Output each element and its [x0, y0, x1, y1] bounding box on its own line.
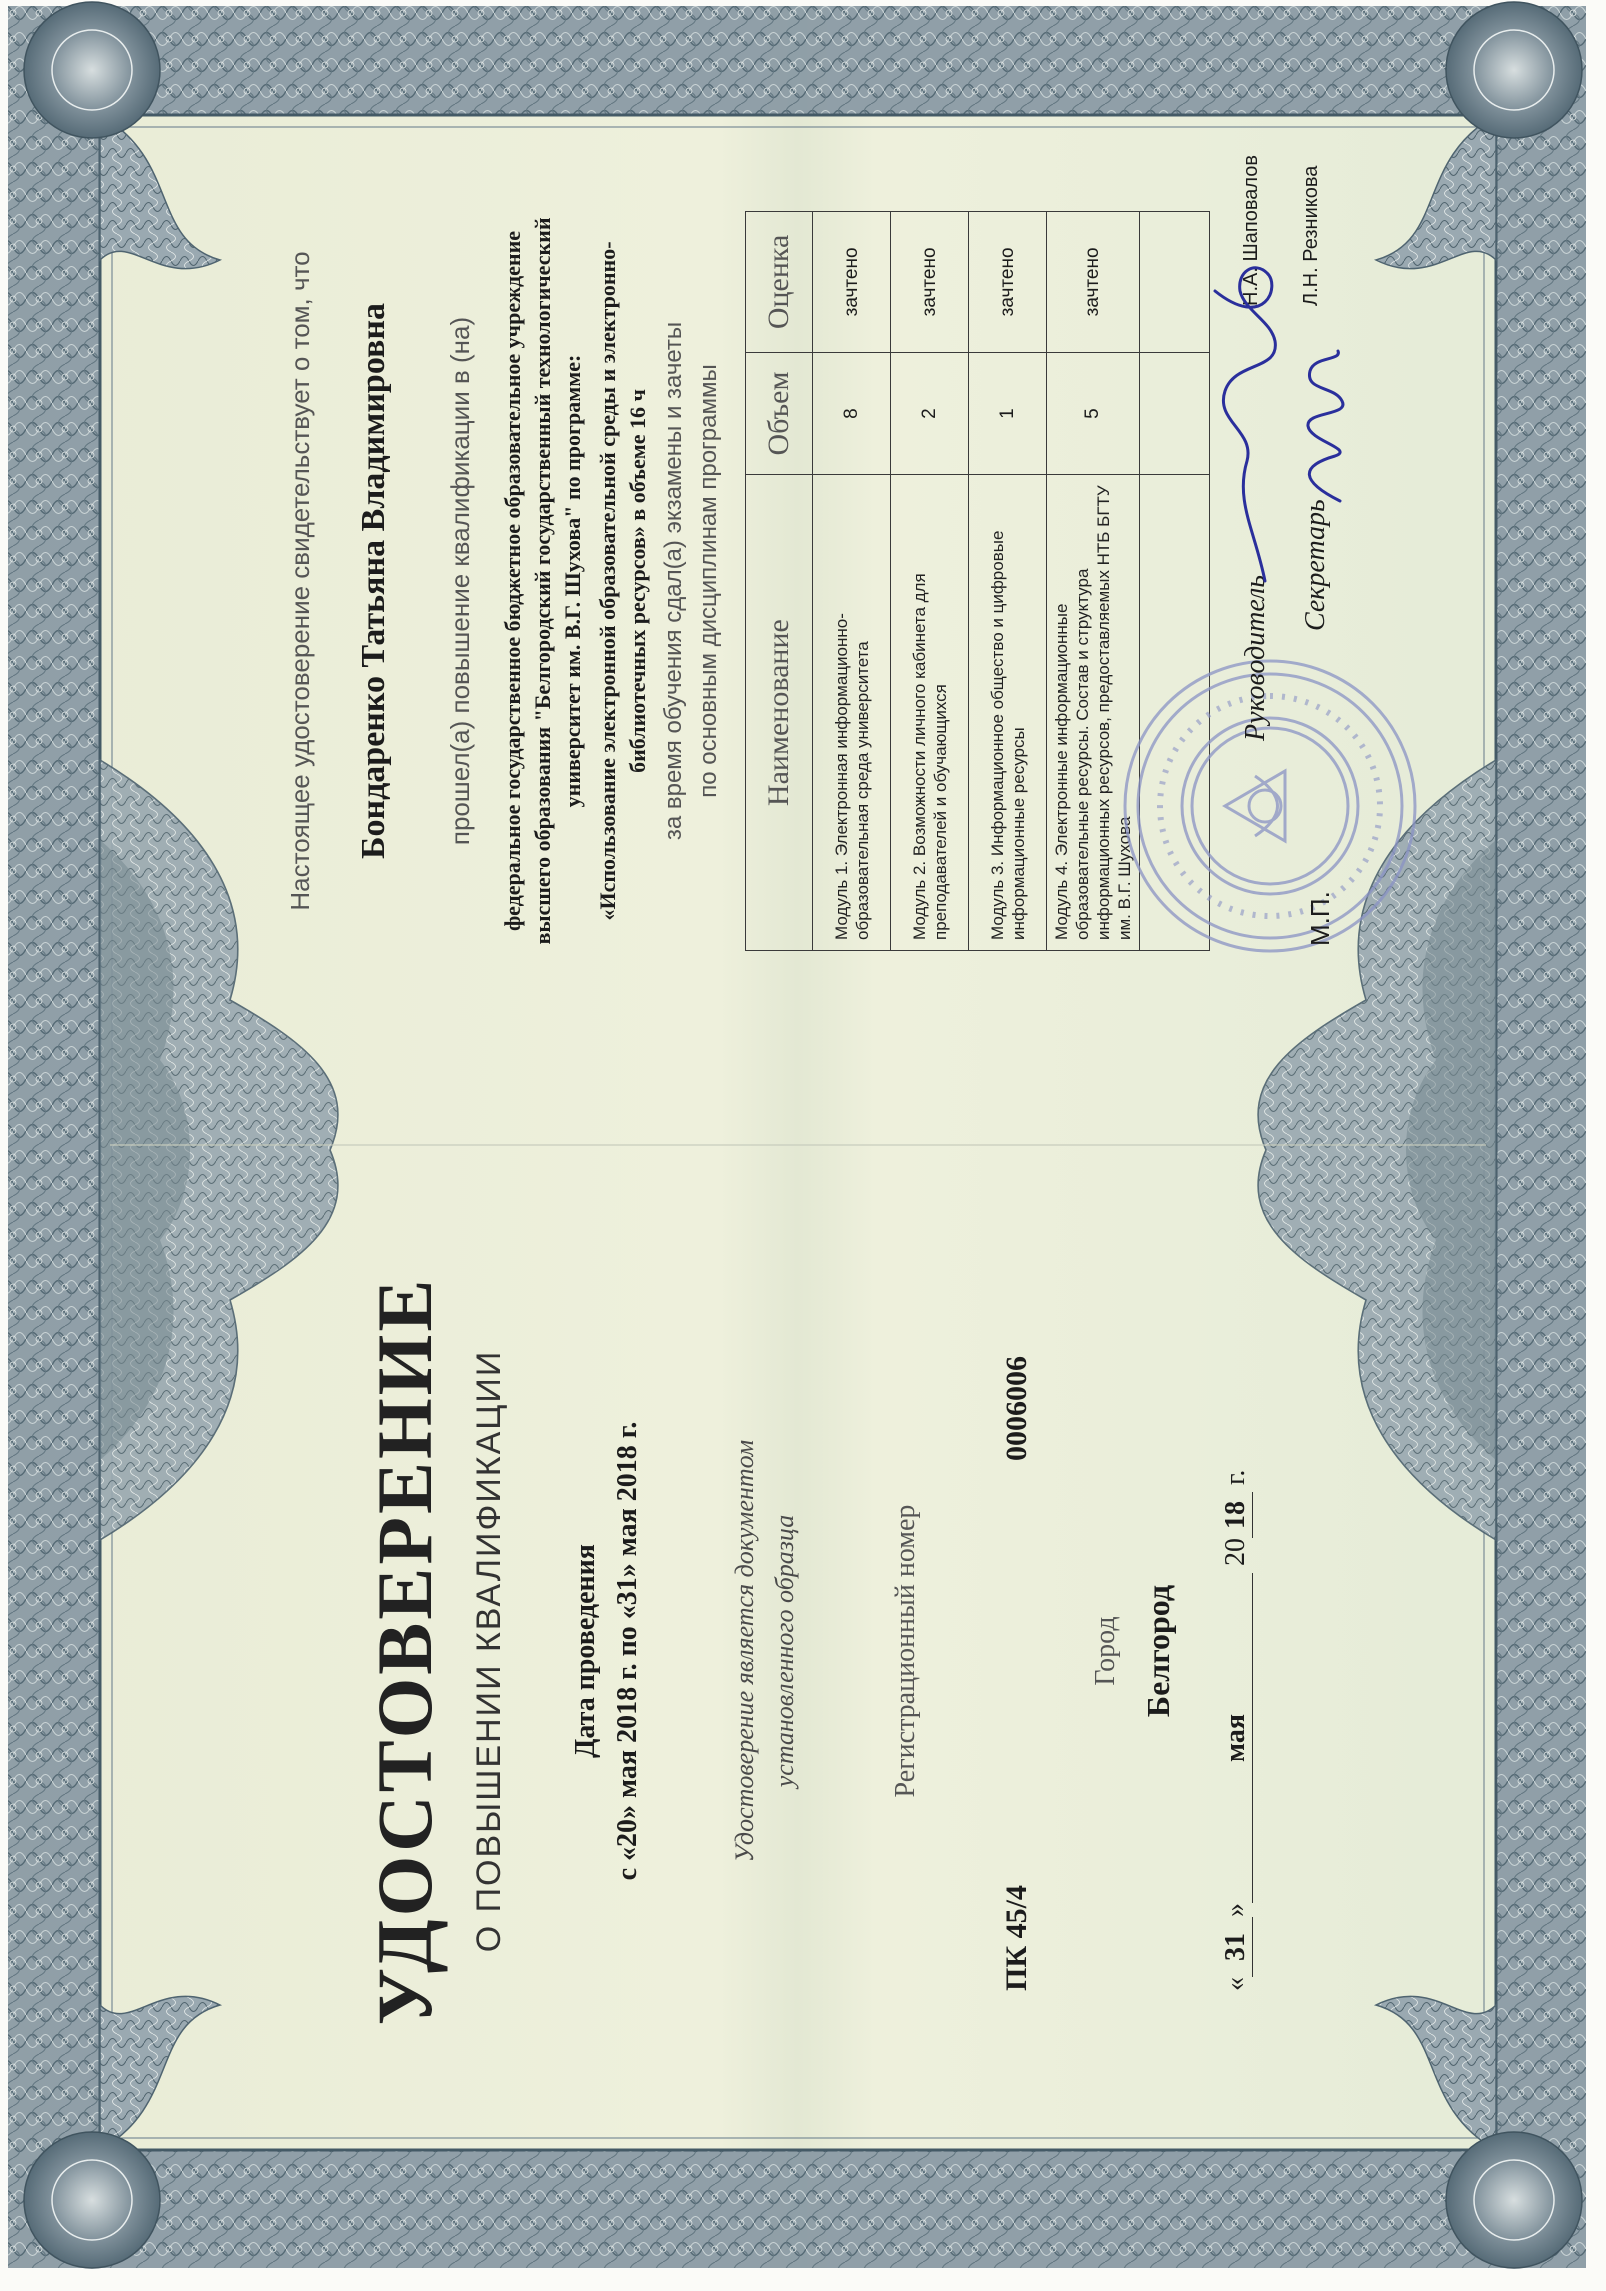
table-row — [813, 212, 891, 951]
row-name: Модуль 2. Возможности личного кабинета для преподавателей и обучающихся — [891, 475, 969, 951]
row-grade: зачтено — [891, 212, 969, 353]
city-label: Город — [1090, 1616, 1121, 1686]
institution-line-2: высшего образования "Белгородский государственный технологический — [530, 217, 555, 945]
doc-note-line-1: Удостоверение является документом — [730, 1439, 759, 1863]
issue-open-quote: « — [1220, 1977, 1251, 1991]
header-volume: Объем — [746, 352, 813, 474]
reg-series: ПК 45/4 — [1000, 1885, 1033, 1991]
date-label: Дата проведения — [570, 1544, 601, 1758]
header-name: Наименование — [746, 475, 813, 951]
issue-year-suffix: 18 — [1220, 1492, 1253, 1538]
row-name: Модуль 3. Информационное общество и цифровые информационные ресурсы — [969, 475, 1047, 951]
row-volume: 8 — [813, 352, 891, 474]
institution-line-1: федеральное государственное бюджетное образовательное учреждение — [500, 230, 525, 932]
city-value: Белгород — [1140, 1584, 1176, 1718]
reg-number-label: Регистрационный номер — [890, 1504, 921, 1798]
issue-date — [1220, 1470, 1253, 1991]
document-title: УДОСТОВЕРЕНИЕ — [361, 1276, 448, 2026]
stamp-label: М.П. — [1305, 891, 1335, 946]
doc-note-line-2: установленного образца — [770, 1514, 799, 1788]
issue-day: 31 — [1220, 1917, 1253, 1977]
row-name: Модуль 4. Электронные информационные образовательные ресурсы. Состав и структура информационных ресурсов, предоставляемых НТБ БГТУ им. В.Г. Шухова — [1047, 475, 1140, 951]
exams-line-1: за время обучения сдал(а) экзамены и зачеты — [660, 321, 687, 841]
program-line-1: «Использование электронной образовательной среды и электронно- — [595, 241, 620, 921]
institution-line-3: университет им. В.Г. Шухова" по программе: — [560, 354, 585, 808]
date-range: с «20» мая 2018 г. по «31» мая 2018 г. — [612, 1421, 643, 1881]
row-volume: 5 — [1047, 352, 1140, 474]
head-name: Н.А. Шаповалов — [1240, 154, 1262, 306]
row-name: Модуль 1. Электронная информационно-образовательная среда университета — [813, 475, 891, 951]
row-volume: 2 — [891, 352, 969, 474]
table-row — [969, 212, 1047, 951]
program-line-2: библиотечных ресурсов» в объеме 16 ч — [625, 389, 650, 773]
document-subtitle: О ПОВЫШЕНИИ КВАЛИФИКАЦИИ — [470, 1349, 508, 1953]
row-grade: зачтено — [969, 212, 1047, 353]
recipient-name: Бондаренко Татьяна Владимировна — [355, 303, 392, 859]
passed-line: прошел(а) повышение квалификации в (на) — [445, 316, 475, 846]
secretary-label: Секретарь — [1300, 499, 1331, 631]
reg-number: 0006006 — [1000, 1356, 1033, 1461]
issue-month: мая — [1220, 1573, 1253, 1903]
secretary-signature — [1280, 341, 1370, 511]
issue-year-prefix: 20 — [1220, 1538, 1251, 1566]
head-label: Руководитель — [1240, 574, 1271, 741]
row-volume: 1 — [969, 352, 1047, 474]
secretary-name: Л.Н. Резникова — [1300, 165, 1322, 306]
table-header-row — [746, 212, 813, 951]
row-grade: зачтено — [1047, 212, 1140, 353]
header-grade: Оценка — [746, 212, 813, 353]
exams-line-2: по основным дисциплинам программы — [695, 364, 722, 798]
row-grade: зачтено — [813, 212, 891, 353]
issue-close-quote: » — [1220, 1903, 1251, 1917]
table-row — [891, 212, 969, 951]
intro-line: Настоящее удостоверение свидетельствует о том, что — [285, 251, 315, 911]
issue-year-unit: г. — [1220, 1469, 1251, 1485]
